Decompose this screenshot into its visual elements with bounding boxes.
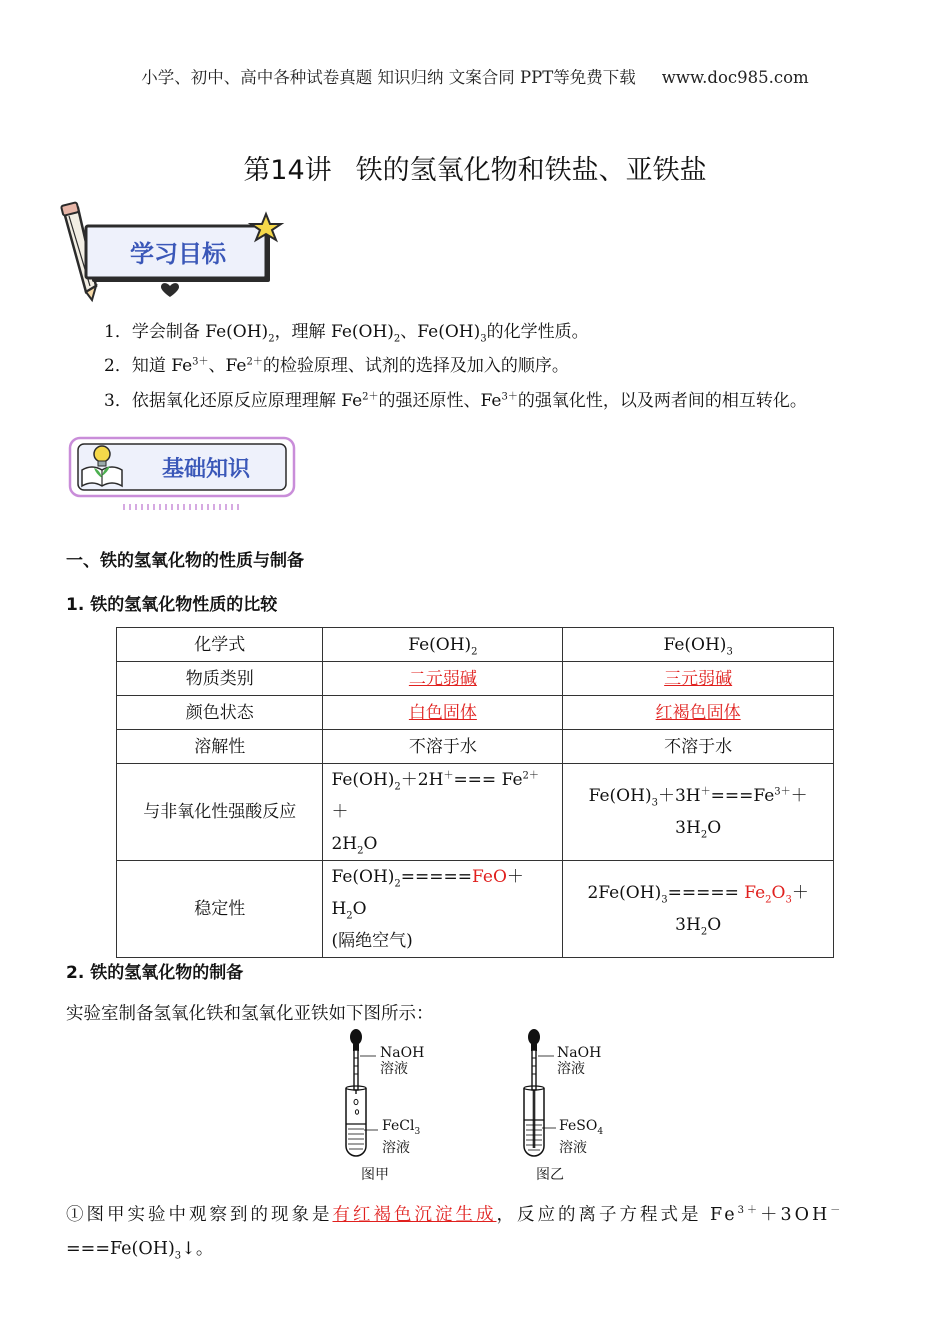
table-row	[117, 730, 834, 764]
observation-paragraph: ①图甲实验中观察到的现象是有红褐色沉淀生成，反应的离子方程式是 $Fe^{3+}+3OH^-$ $===Fe(OH)_3↓$。	[66, 1205, 844, 1262]
figure-yi-bottom-label: FeSO$_4$ 溶液	[559, 1118, 604, 1156]
table-cell: 不溶于水	[563, 730, 834, 764]
header-text: 小学、初中、高中各种试卷真题 知识归纳 文案合同 PPT等免费下载	[141, 68, 636, 87]
table-cell: 与非氧化性强酸反应	[117, 764, 323, 861]
goal-item: 1．学会制备 $Fe(OH)_2$，理解 $Fe(OH)_2$、$Fe(OH)_3$的化学性质。	[104, 322, 589, 345]
figure-yi-top-label: NaOH 溶液	[557, 1045, 602, 1077]
figure-jia-bottom-label: FeCl$_3$ 溶液	[382, 1118, 421, 1156]
table-cell: 化学式	[117, 628, 323, 662]
goal-item: 3．依据氧化还原反应原理理解 $Fe^{2+}$的强还原性、$Fe^{3+}$的强氧化性，以及两者间的相互转化。	[104, 391, 807, 411]
table-cell: 稳定性	[117, 861, 323, 958]
table-cell: 物质类别	[117, 662, 323, 696]
table-cell: 二元弱碱	[323, 662, 563, 696]
table-row	[117, 861, 834, 958]
table-cell: $Fe(OH)_2+2H^+=== Fe^{2+}+$ $2H_2O$	[323, 764, 563, 861]
subsection-heading: 1. 铁的氢氧化物性质的比较	[66, 595, 278, 615]
section-heading: 一、铁的氢氧化物的性质与制备	[66, 551, 304, 571]
lecture-number: 第14讲	[243, 155, 332, 186]
banner-stripes	[124, 504, 238, 510]
table-row	[117, 696, 834, 730]
table-cell: $Fe(OH)_3+3H^+===Fe^{3+}+3H_2O$	[563, 764, 834, 861]
figure-jia-top-label: NaOH 溶液	[380, 1045, 425, 1077]
table-cell: 溶解性	[117, 730, 323, 764]
table-cell: 三元弱碱	[563, 662, 834, 696]
table-cell: $Fe(OH)_2=====FeO+H_2O$ (隔绝空气)	[323, 861, 563, 958]
goal-item: 2．知道 $Fe^{3+}$、$Fe^{2+}$的检验原理、试剂的选择及加入的顺序。	[104, 356, 569, 376]
banner-goals-text: 学习目标	[130, 240, 226, 268]
figure-jia-caption: 图甲	[361, 1167, 389, 1183]
table-cell: 不溶于水	[323, 730, 563, 764]
page-header	[0, 64, 950, 88]
subsection-heading: 2. 铁的氢氧化物的制备	[66, 963, 244, 983]
table-cell: $2Fe(OH)_3===== Fe_2O_3+3H_2O$	[563, 861, 834, 958]
table-cell: 颜色状态	[117, 696, 323, 730]
table-cell: $Fe(OH)_3$	[563, 628, 834, 662]
table-cell: $Fe(OH)_2$	[323, 628, 563, 662]
header-url[interactable]: www.doc985.com	[661, 68, 809, 87]
table-cell: 白色固体	[323, 696, 563, 730]
figure-yi-caption: 图乙	[536, 1167, 564, 1183]
basic-knowledge-banner	[64, 432, 300, 512]
table-header-row	[117, 628, 834, 662]
banner-basics-text: 基础知识	[161, 457, 251, 482]
learning-goals-banner	[56, 200, 288, 304]
table-cell: 红褐色固体	[563, 696, 834, 730]
table-row	[117, 764, 834, 861]
page-title	[0, 148, 950, 187]
table-row	[117, 662, 834, 696]
intro-text: 实验室制备氢氧化铁和氢氧化亚铁如下图所示：	[66, 1004, 434, 1024]
comparison-table	[116, 627, 834, 958]
lecture-name: 铁的氢氧化物和铁盐、亚铁盐	[355, 155, 707, 186]
heart-icon	[161, 283, 179, 297]
